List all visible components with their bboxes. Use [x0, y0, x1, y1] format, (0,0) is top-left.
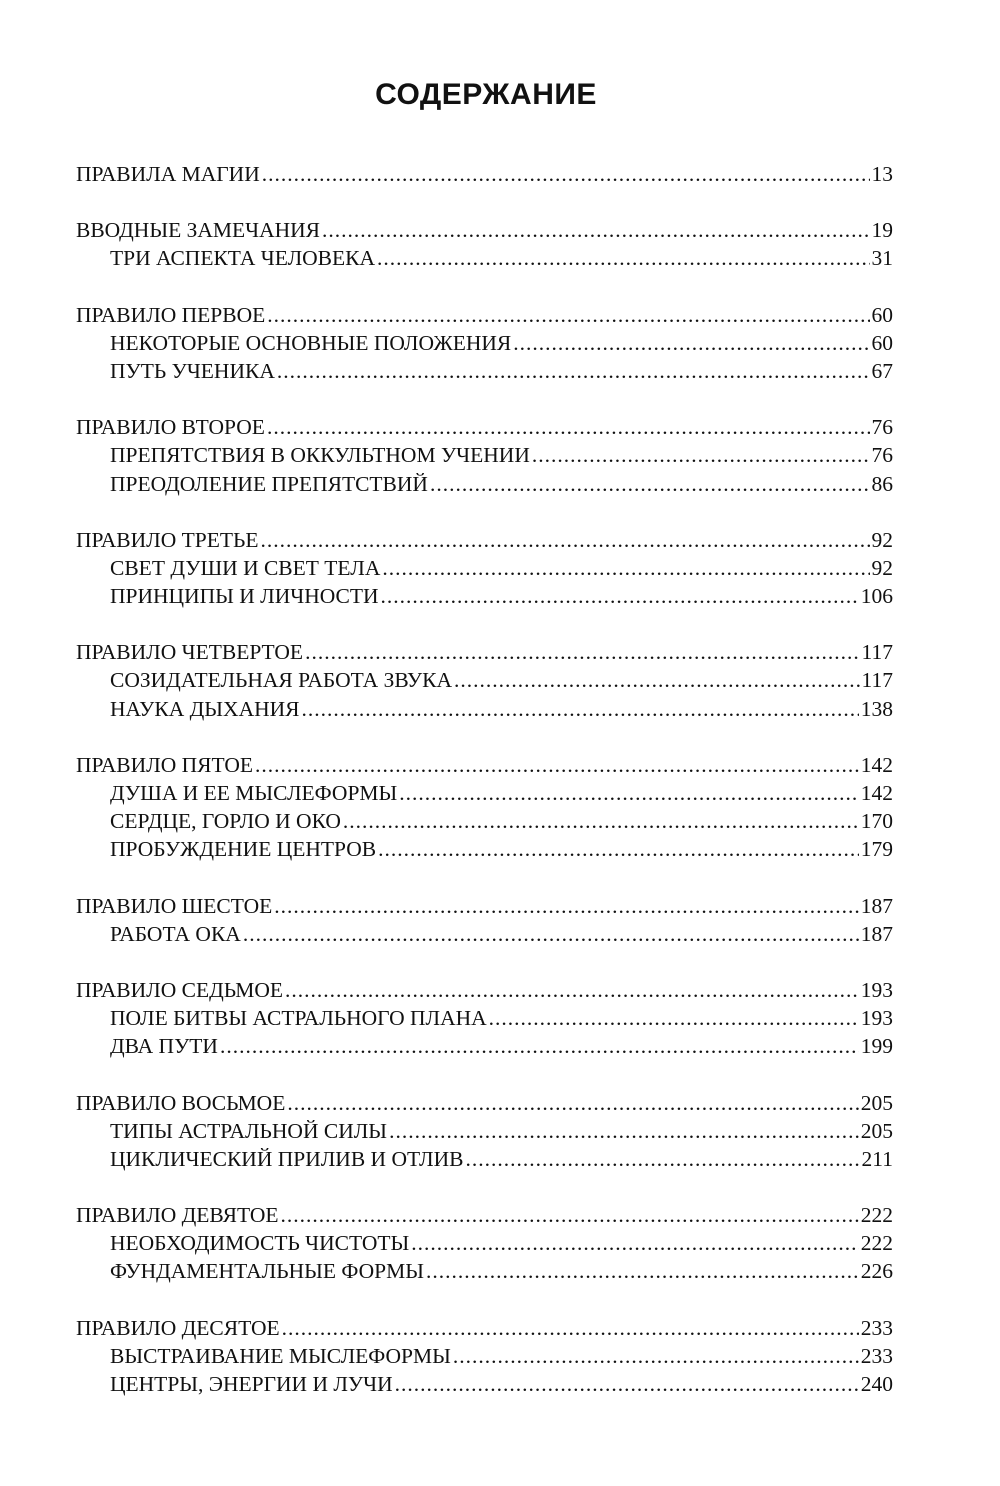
dot-leader — [453, 1342, 859, 1370]
toc-page-number: 138 — [860, 696, 893, 721]
dot-leader — [302, 695, 859, 723]
toc-entry-label: ПРАВИЛО ДЕСЯТОЕ — [76, 1315, 280, 1340]
toc-entry-label: СВЕТ ДУШИ И СВЕТ ТЕЛА — [110, 555, 381, 580]
toc-subentry — [76, 441, 893, 469]
toc-entry-label: ДУША И ЕЕ МЫСЛЕФОРМЫ — [110, 781, 398, 805]
toc-entry — [76, 301, 893, 329]
toc-page-number: 13 — [871, 162, 893, 186]
toc-subentry — [76, 1370, 893, 1398]
toc-subentry — [76, 695, 893, 723]
toc-page-number: 187 — [860, 921, 893, 946]
toc-entry — [76, 1314, 893, 1342]
toc-page-number: 205 — [860, 1118, 893, 1143]
dot-leader — [466, 1145, 860, 1173]
toc-entry-label: ФУНДАМЕНТАЛЬНЫЕ ФОРМЫ — [110, 1259, 424, 1284]
dot-leader — [411, 1229, 858, 1257]
toc-entry-label: ПУТЬ УЧЕНИКА — [110, 358, 275, 383]
toc-subentry — [76, 1117, 893, 1145]
toc-section — [76, 526, 893, 611]
toc-entry-label: НЕОБХОДИМОСТЬ ЧИСТОТЫ — [110, 1231, 410, 1256]
toc-page-number: 106 — [860, 584, 893, 609]
toc-page-number: 233 — [860, 1343, 893, 1368]
dot-leader — [267, 413, 870, 441]
toc-page-number: 233 — [860, 1315, 893, 1340]
toc-subentry — [76, 807, 893, 835]
toc-section — [76, 751, 893, 864]
toc-entry — [76, 892, 893, 920]
toc-section — [76, 638, 893, 723]
toc-entry-label: ПРАВИЛО ВТОРОЕ — [76, 415, 265, 440]
toc-subentry — [76, 1229, 893, 1257]
dot-leader — [430, 470, 870, 498]
table-of-contents — [76, 160, 893, 1426]
toc-entry-label: ЦЕНТРЫ, ЭНЕРГИИ И ЛУЧИ — [110, 1372, 393, 1396]
toc-subentry — [76, 470, 893, 498]
dot-leader — [532, 441, 870, 469]
toc-subentry — [76, 357, 893, 385]
toc-section — [76, 976, 893, 1061]
toc-subentry — [76, 779, 893, 807]
toc-page-number: 60 — [871, 330, 893, 355]
toc-entry-label: ПРИНЦИПЫ И ЛИЧНОСТИ — [110, 584, 379, 609]
toc-entry — [76, 976, 893, 1004]
toc-entry-label: ТИПЫ АСТРАЛЬНОЙ СИЛЫ — [110, 1118, 388, 1143]
dot-leader — [322, 216, 869, 244]
dot-leader — [395, 1370, 859, 1398]
toc-page-number: 31 — [871, 246, 893, 271]
toc-page-number: 76 — [871, 415, 893, 440]
toc-page-number: 193 — [860, 977, 893, 1002]
toc-page-number: 193 — [860, 1006, 893, 1031]
toc-entry-label: НЕКОТОРЫЕ ОСНОВНЫЕ ПОЛОЖЕНИЯ — [110, 330, 512, 355]
dot-leader — [399, 779, 858, 807]
toc-subentry — [76, 244, 893, 272]
dot-leader — [243, 920, 859, 948]
toc-entry — [76, 1201, 893, 1229]
dot-leader — [454, 666, 860, 694]
toc-page-number: 187 — [860, 893, 893, 918]
dot-leader — [220, 1032, 859, 1060]
toc-subentry — [76, 1145, 893, 1173]
toc-entry-label: ПРЕПЯТСТВИЯ В ОККУЛЬТНОМ УЧЕНИИ — [110, 443, 530, 468]
dot-leader — [260, 526, 869, 554]
toc-section — [76, 892, 893, 948]
dot-leader — [287, 1089, 858, 1117]
toc-entry — [76, 638, 893, 666]
toc-entry-label: ЦИКЛИЧЕСКИЙ ПРИЛИВ И ОТЛИВ — [110, 1146, 464, 1171]
toc-entry — [76, 160, 893, 188]
toc-section — [76, 301, 893, 386]
toc-section — [76, 413, 893, 498]
dot-leader — [305, 638, 859, 666]
toc-entry-label: ПРАВИЛА МАГИИ — [76, 162, 260, 186]
toc-subentry — [76, 666, 893, 694]
toc-entry-label: ДВА ПУТИ — [110, 1034, 218, 1059]
toc-entry-label: ПОЛЕ БИТВЫ АСТРАЛЬНОГО ПЛАНА — [110, 1006, 487, 1031]
toc-entry-label: СОЗИДАТЕЛЬНАЯ РАБОТА ЗВУКА — [110, 668, 453, 693]
toc-entry-label: ПРАВИЛО ШЕСТОЕ — [76, 893, 273, 918]
toc-entry-label: ТРИ АСПЕКТА ЧЕЛОВЕКА — [110, 246, 376, 271]
toc-entry — [76, 216, 893, 244]
toc-entry-label: ПРАВИЛО ПЕРВОЕ — [76, 302, 266, 327]
dot-leader — [378, 835, 859, 863]
toc-page-number: 92 — [871, 555, 893, 580]
dot-leader — [377, 244, 869, 272]
toc-page-number: 211 — [861, 1146, 893, 1171]
toc-entry-label: РАБОТА ОКА — [110, 921, 241, 946]
dot-leader — [513, 329, 869, 357]
toc-page-number: 205 — [860, 1090, 893, 1115]
toc-entry-label: ПРЕОДОЛЕНИЕ ПРЕПЯТСТВИЙ — [110, 471, 428, 496]
toc-page-number: 222 — [860, 1203, 893, 1228]
toc-page-number: 19 — [871, 218, 893, 243]
toc-subentry — [76, 554, 893, 582]
toc-entry — [76, 413, 893, 441]
toc-page-number: 170 — [860, 809, 893, 834]
toc-entry-label: ПРАВИЛО СЕДЬМОЕ — [76, 977, 284, 1002]
dot-leader — [274, 892, 858, 920]
toc-entry-label: ПРОБУЖДЕНИЕ ЦЕНТРОВ — [110, 837, 377, 862]
page-title: СОДЕРЖАНИЕ — [375, 78, 597, 111]
toc-entry-label: ПРАВИЛО ТРЕТЬЕ — [76, 527, 259, 552]
toc-page-number: 67 — [871, 358, 893, 383]
toc-subentry — [76, 1004, 893, 1032]
toc-page-number: 92 — [871, 527, 893, 552]
toc-section — [76, 1201, 893, 1286]
dot-leader — [282, 1314, 859, 1342]
toc-page-number: 142 — [860, 781, 893, 805]
toc-subentry — [76, 1257, 893, 1285]
toc-subentry — [76, 582, 893, 610]
dot-leader — [277, 357, 870, 385]
toc-entry — [76, 751, 893, 779]
toc-section — [76, 216, 893, 272]
toc-entry-label: ПРАВИЛО ПЯТОЕ — [76, 752, 253, 777]
toc-page-number: 60 — [871, 302, 893, 327]
dot-leader — [267, 301, 869, 329]
toc-entry-label: СЕРДЦЕ, ГОРЛО И ОКО — [110, 809, 341, 834]
toc-page-number: 199 — [860, 1034, 893, 1059]
toc-entry-label: ПРАВИЛО ДЕВЯТОЕ — [76, 1203, 279, 1228]
toc-page-number: 179 — [860, 837, 893, 862]
dot-leader — [262, 160, 870, 188]
dot-leader — [285, 976, 859, 1004]
toc-entry — [76, 1089, 893, 1117]
dot-leader — [381, 582, 859, 610]
toc-page-number: 142 — [860, 752, 893, 777]
toc-subentry — [76, 1342, 893, 1370]
toc-page-number: 117 — [861, 640, 893, 665]
toc-section — [76, 1314, 893, 1399]
toc-subentry — [76, 1032, 893, 1060]
toc-entry-label: ВВОДНЫЕ ЗАМЕЧАНИЯ — [76, 218, 321, 243]
toc-entry-label: ВЫСТРАИВАНИЕ МЫСЛЕФОРМЫ — [110, 1343, 451, 1368]
toc-page-number: 76 — [871, 443, 893, 468]
dot-leader — [489, 1004, 859, 1032]
toc-page-number: 86 — [871, 471, 893, 496]
toc-page-number: 117 — [861, 668, 893, 693]
toc-page-number: 240 — [860, 1372, 893, 1396]
dot-leader — [382, 554, 869, 582]
dot-leader — [426, 1257, 859, 1285]
toc-section — [76, 1089, 893, 1174]
toc-subentry — [76, 920, 893, 948]
toc-entry-label: ПРАВИЛО ВОСЬМОЕ — [76, 1090, 286, 1115]
dot-leader — [281, 1201, 859, 1229]
toc-page-number: 222 — [860, 1231, 893, 1256]
toc-entry — [76, 526, 893, 554]
toc-section — [76, 160, 893, 188]
dot-leader — [343, 807, 859, 835]
dot-leader — [255, 751, 859, 779]
toc-subentry — [76, 835, 893, 863]
dot-leader — [389, 1117, 859, 1145]
toc-subentry — [76, 329, 893, 357]
toc-entry-label: ПРАВИЛО ЧЕТВЕРТОЕ — [76, 640, 304, 665]
toc-entry-label: НАУКА ДЫХАНИЯ — [110, 696, 300, 721]
toc-page-number: 226 — [860, 1259, 893, 1284]
